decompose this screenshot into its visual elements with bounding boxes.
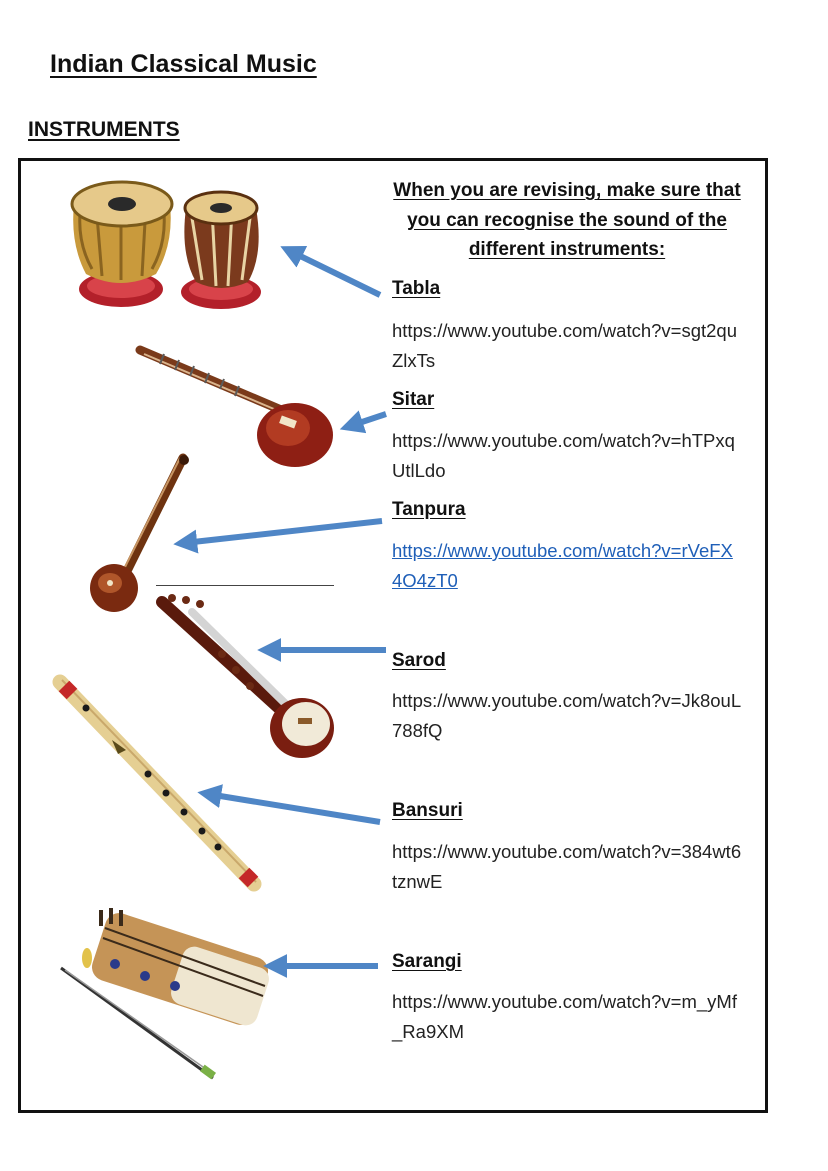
instrument-url-bansuri: https://www.youtube.com/watch?v=384wt6tznwE xyxy=(392,841,742,892)
instrument-url-sarod: https://www.youtube.com/watch?v=Jk8ouL788fQ xyxy=(392,690,742,741)
arrow-to-bansuri xyxy=(208,794,380,822)
instrument-name-sarangi: Sarangi xyxy=(392,951,462,972)
instrument-name-sarod: Sarod xyxy=(392,650,446,671)
instrument-name-sitar: Sitar xyxy=(392,389,435,410)
instrument-name-tabla: Tabla xyxy=(392,278,441,299)
instrument-url-sarangi: https://www.youtube.com/watch?v=m_yMf_Ra9XM xyxy=(392,991,737,1042)
page-title: Indian Classical Music xyxy=(50,50,317,78)
section-title: INSTRUMENTS xyxy=(28,118,180,141)
arrow-to-tanpura xyxy=(184,521,382,543)
arrow-to-tabla xyxy=(290,251,380,295)
instrument-url-sitar: https://www.youtube.com/watch?v=hTPxqUtlLdo xyxy=(392,430,735,481)
instrument-url-tabla: https://www.youtube.com/watch?v=sgt2quZlxTs xyxy=(392,320,738,371)
arrow-to-sitar xyxy=(350,414,386,426)
instrument-name-tanpura: Tanpura xyxy=(392,499,466,520)
instrument-name-bansuri: Bansuri xyxy=(392,800,463,821)
revision-instructions: When you are revising, make sure that you can recognise the sound of the different instruments: xyxy=(393,180,741,260)
instrument-link-tanpura[interactable]: https://www.youtube.com/watch?v=rVeFX4O4zT0 xyxy=(392,540,733,591)
